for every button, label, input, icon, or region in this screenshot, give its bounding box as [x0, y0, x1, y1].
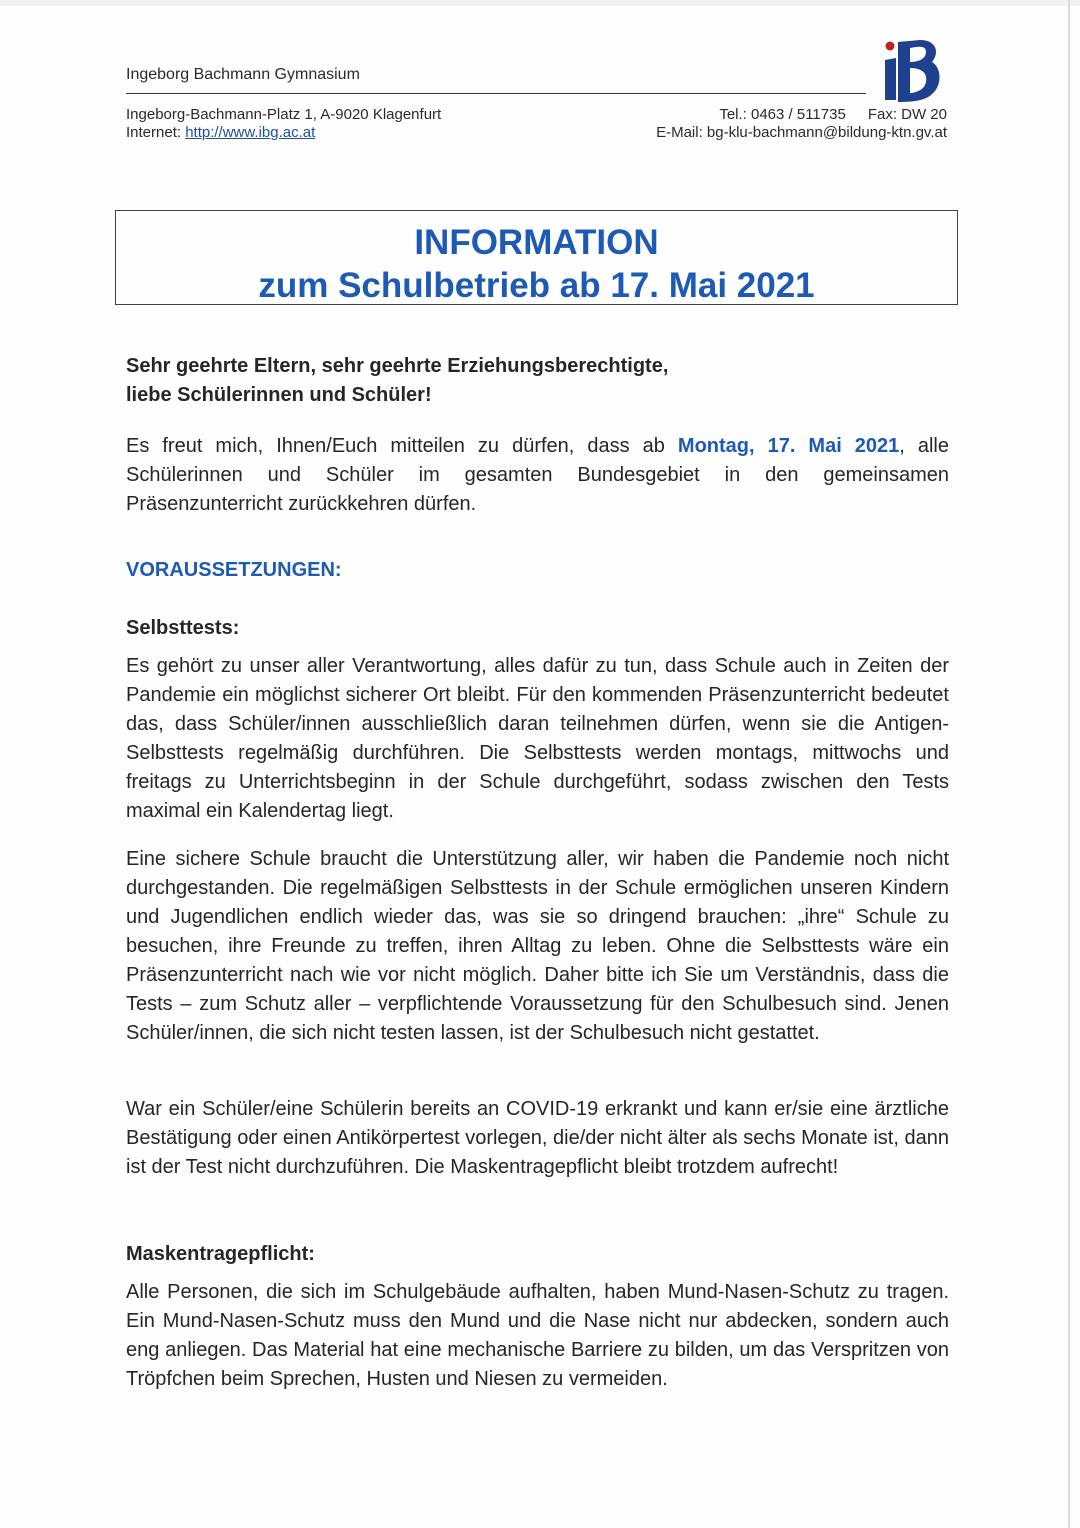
- logo-letter-b: [898, 40, 940, 102]
- greeting-line-1: Sehr geehrte Eltern, sehr geehrte Erziehungsberechtigte,: [126, 355, 669, 377]
- paragraph-selbsttests-1: Es gehört zu unser aller Verantwortung, alles dafür zu tun, dass Schule auch in Zeiten der Pandemie ein möglichst sicherer Ort bleibt. Für den kommenden Präsenzunterricht bedeutet das, dass Schüler/innen ausschließlich daran teilnehmen dürfen, wenn sie die Antigen-Selbsttests regelmäßig durchführen. Die Selbsttests werden montags, mittwochs und freitags zu Unterrichtsbeginn in der Schule durchgeführt, sodass zwischen den Tests maximal ein Kalendertag liegt.: [126, 655, 949, 822]
- intro-text-before: Es freut mich, Ihnen/Euch mitteilen zu dürfen, dass ab: [126, 435, 678, 457]
- internet-line: [126, 124, 441, 142]
- document-subtitle: zum Schulbetrieb ab 17. Mai 2021: [258, 266, 815, 305]
- logo-dot: [886, 42, 895, 51]
- phone-fax-line: [560, 106, 947, 124]
- paragraph-maskentragepflicht: Alle Personen, die sich im Schulgebäude aufhalten, haben Mund-Nasen-Schutz zu tragen. Ein Mund-Nasen-Schutz muss den Mund und die Nase nicht nur abdecken, sondern auch eng anliegen. Das Material hat eine mechanische Barriere zu bilden, um das Verspritzen von Tröpfchen beim Sprechen, Husten und Niesen zu vermeiden.: [126, 1281, 949, 1390]
- paragraph-selbsttests-2: Eine sichere Schule braucht die Unterstützung aller, wir haben die Pandemie noch nicht durchgestanden. Die regelmäßigen Selbsttests in der Schule ermöglichen unseren Kindern und Jugendlichen endlich wieder das, was sie so dringend brauchen: „ihre“ Schule zu besuchen, ihre Freunde zu treffen, ihren Alltag zu leben. Ohne die Selbsttests wäre ein Präsenzunterricht nach wie vor nicht möglich. Daher bitte ich Sie um Verständnis, dass die Tests – zum Schutz aller – verpflichtende Voraussetzung für den Schulbesuch sind. Jenen Schüler/innen, die sich nicht testen lassen, ist der Schulbesuch nicht gestattet.: [126, 848, 949, 1044]
- scan-top-strip: [0, 0, 1080, 6]
- subheading-selbsttests: Selbsttests:: [126, 617, 240, 639]
- school-name: Ingeborg Bachmann Gymnasium: [126, 66, 360, 83]
- contact-block: [560, 106, 947, 142]
- subheading-maskentragepflicht: Maskentragepflicht:: [126, 1243, 315, 1265]
- intro-paragraph: [126, 432, 949, 519]
- address-block: [126, 106, 441, 142]
- start-date-highlight: Montag, 17. Mai 2021: [677, 435, 900, 457]
- document-title: INFORMATION: [414, 223, 659, 262]
- page-edge: [1068, 0, 1070, 1528]
- title-box: [115, 210, 958, 305]
- website-link[interactable]: http://www.ibg.ac.at: [185, 124, 316, 141]
- email-line: E-Mail: bg-klu-bachmann@bildung-ktn.gv.at: [656, 124, 947, 141]
- paragraph-selbsttests-3: War ein Schüler/eine Schülerin bereits an COVID-19 erkrankt und kann er/sie eine ärztliche Bestätigung oder einen Antikörpertest vorlegen, die/der nicht älter als sechs Monate ist, dann ist der Test nicht durchzuführen. Die Maskentragepflicht bleibt trotzdem aufrecht!: [126, 1098, 949, 1178]
- greeting-line-2: liebe Schülerinnen und Schüler!: [126, 384, 432, 406]
- intro-text-after: , alle Schülerinnen und Schüler im gesamten Bundesgebiet in den gemeinsamen Präsenzunterricht zurückkehren dürfen.: [126, 435, 949, 515]
- header-divider: [126, 93, 866, 94]
- section-heading-voraussetzungen: VORAUSSETZUNGEN:: [126, 559, 342, 581]
- logo-letter-i: [885, 58, 896, 100]
- phone-number: Tel.: 0463 / 511735: [719, 106, 846, 123]
- address-line: Ingeborg-Bachmann-Platz 1, A-9020 Klagenfurt: [126, 106, 442, 123]
- school-logo-icon: [876, 34, 946, 106]
- internet-label: Internet:: [126, 124, 186, 141]
- fax-number: Fax: DW 20: [867, 106, 947, 123]
- greeting: [126, 352, 949, 410]
